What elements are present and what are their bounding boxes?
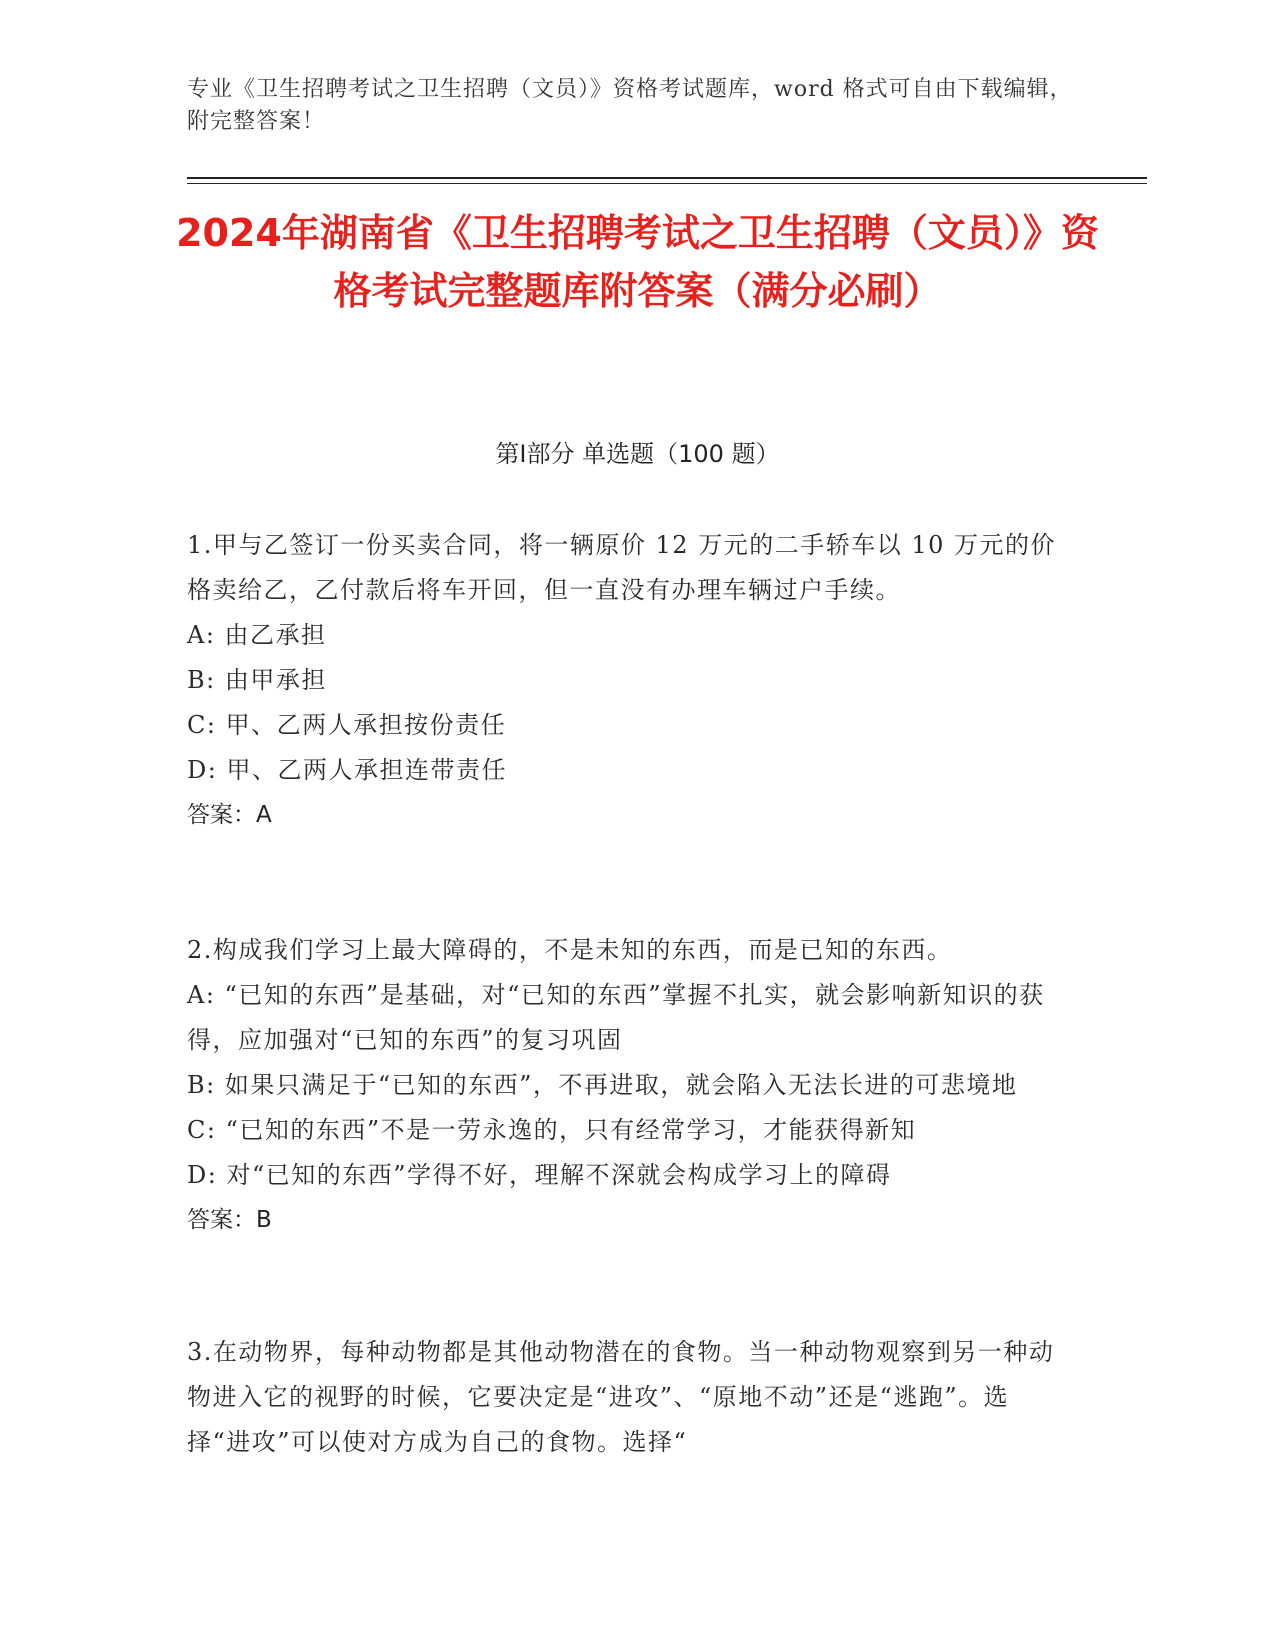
option-c: C: 甲、乙两人承担按份责任	[187, 711, 507, 739]
answer: 答案：A	[187, 802, 272, 828]
question-stem: 1.甲与乙签订一份买卖合同，将一辆原价 12 万元的二手轿车以 10 万元的价格卖给乙，乙付款后将车开回，但一直没有办理车辆过户手续。	[187, 531, 1056, 604]
header-rule-thick	[187, 177, 1147, 179]
question-stem: 3.在动物界，每种动物都是其他动物潜在的食物。当一种动物观察到另一种动物进入它的视野的时候，它要决定是“进攻”、“原地不动”还是“逃跑”。选择“进攻”可以使对方成为自己的食物。选择“	[187, 1338, 1055, 1456]
header-rule-thin	[187, 183, 1147, 184]
option-d: D: 对“已知的东西”学得不好，理解不深就会构成学习上的障碍	[187, 1161, 892, 1189]
option-d: D: 甲、乙两人承担连带责任	[187, 756, 507, 784]
option-b: B: 如果只满足于“已知的东西”，不再进取，就会陷入无法长进的可悲境地	[187, 1071, 1018, 1099]
question-2	[187, 928, 1067, 1243]
option-b: B: 由甲承担	[187, 666, 327, 694]
option-a: A: 由乙承担	[187, 621, 327, 649]
option-a: A: “已知的东西”是基础，对“已知的东西”掌握不扎实，就会影响新知识的获得，应加强对“已知的东西”的复习巩固	[187, 981, 1045, 1054]
question-1	[187, 523, 1067, 838]
answer: 答案：B	[187, 1207, 272, 1233]
header-note: 专业《卫生招聘考试之卫生招聘（文员）》资格考试题库，word 格式可自由下载编辑，附完整答案！	[187, 77, 1073, 134]
question-stem: 2.构成我们学习上最大障碍的，不是未知的东西，而是已知的东西。	[187, 936, 953, 964]
section-title: 第Ⅰ部分 单选题（100 题）	[495, 440, 780, 468]
option-c: C: “已知的东西”不是一劳永逸的，只有经常学习，才能获得新知	[187, 1116, 917, 1144]
question-3	[187, 1330, 1067, 1465]
document-title: 2024年湖南省《卫生招聘考试之卫生招聘（文员）》资格考试完整题库附答案（满分必刷）	[176, 211, 1099, 313]
